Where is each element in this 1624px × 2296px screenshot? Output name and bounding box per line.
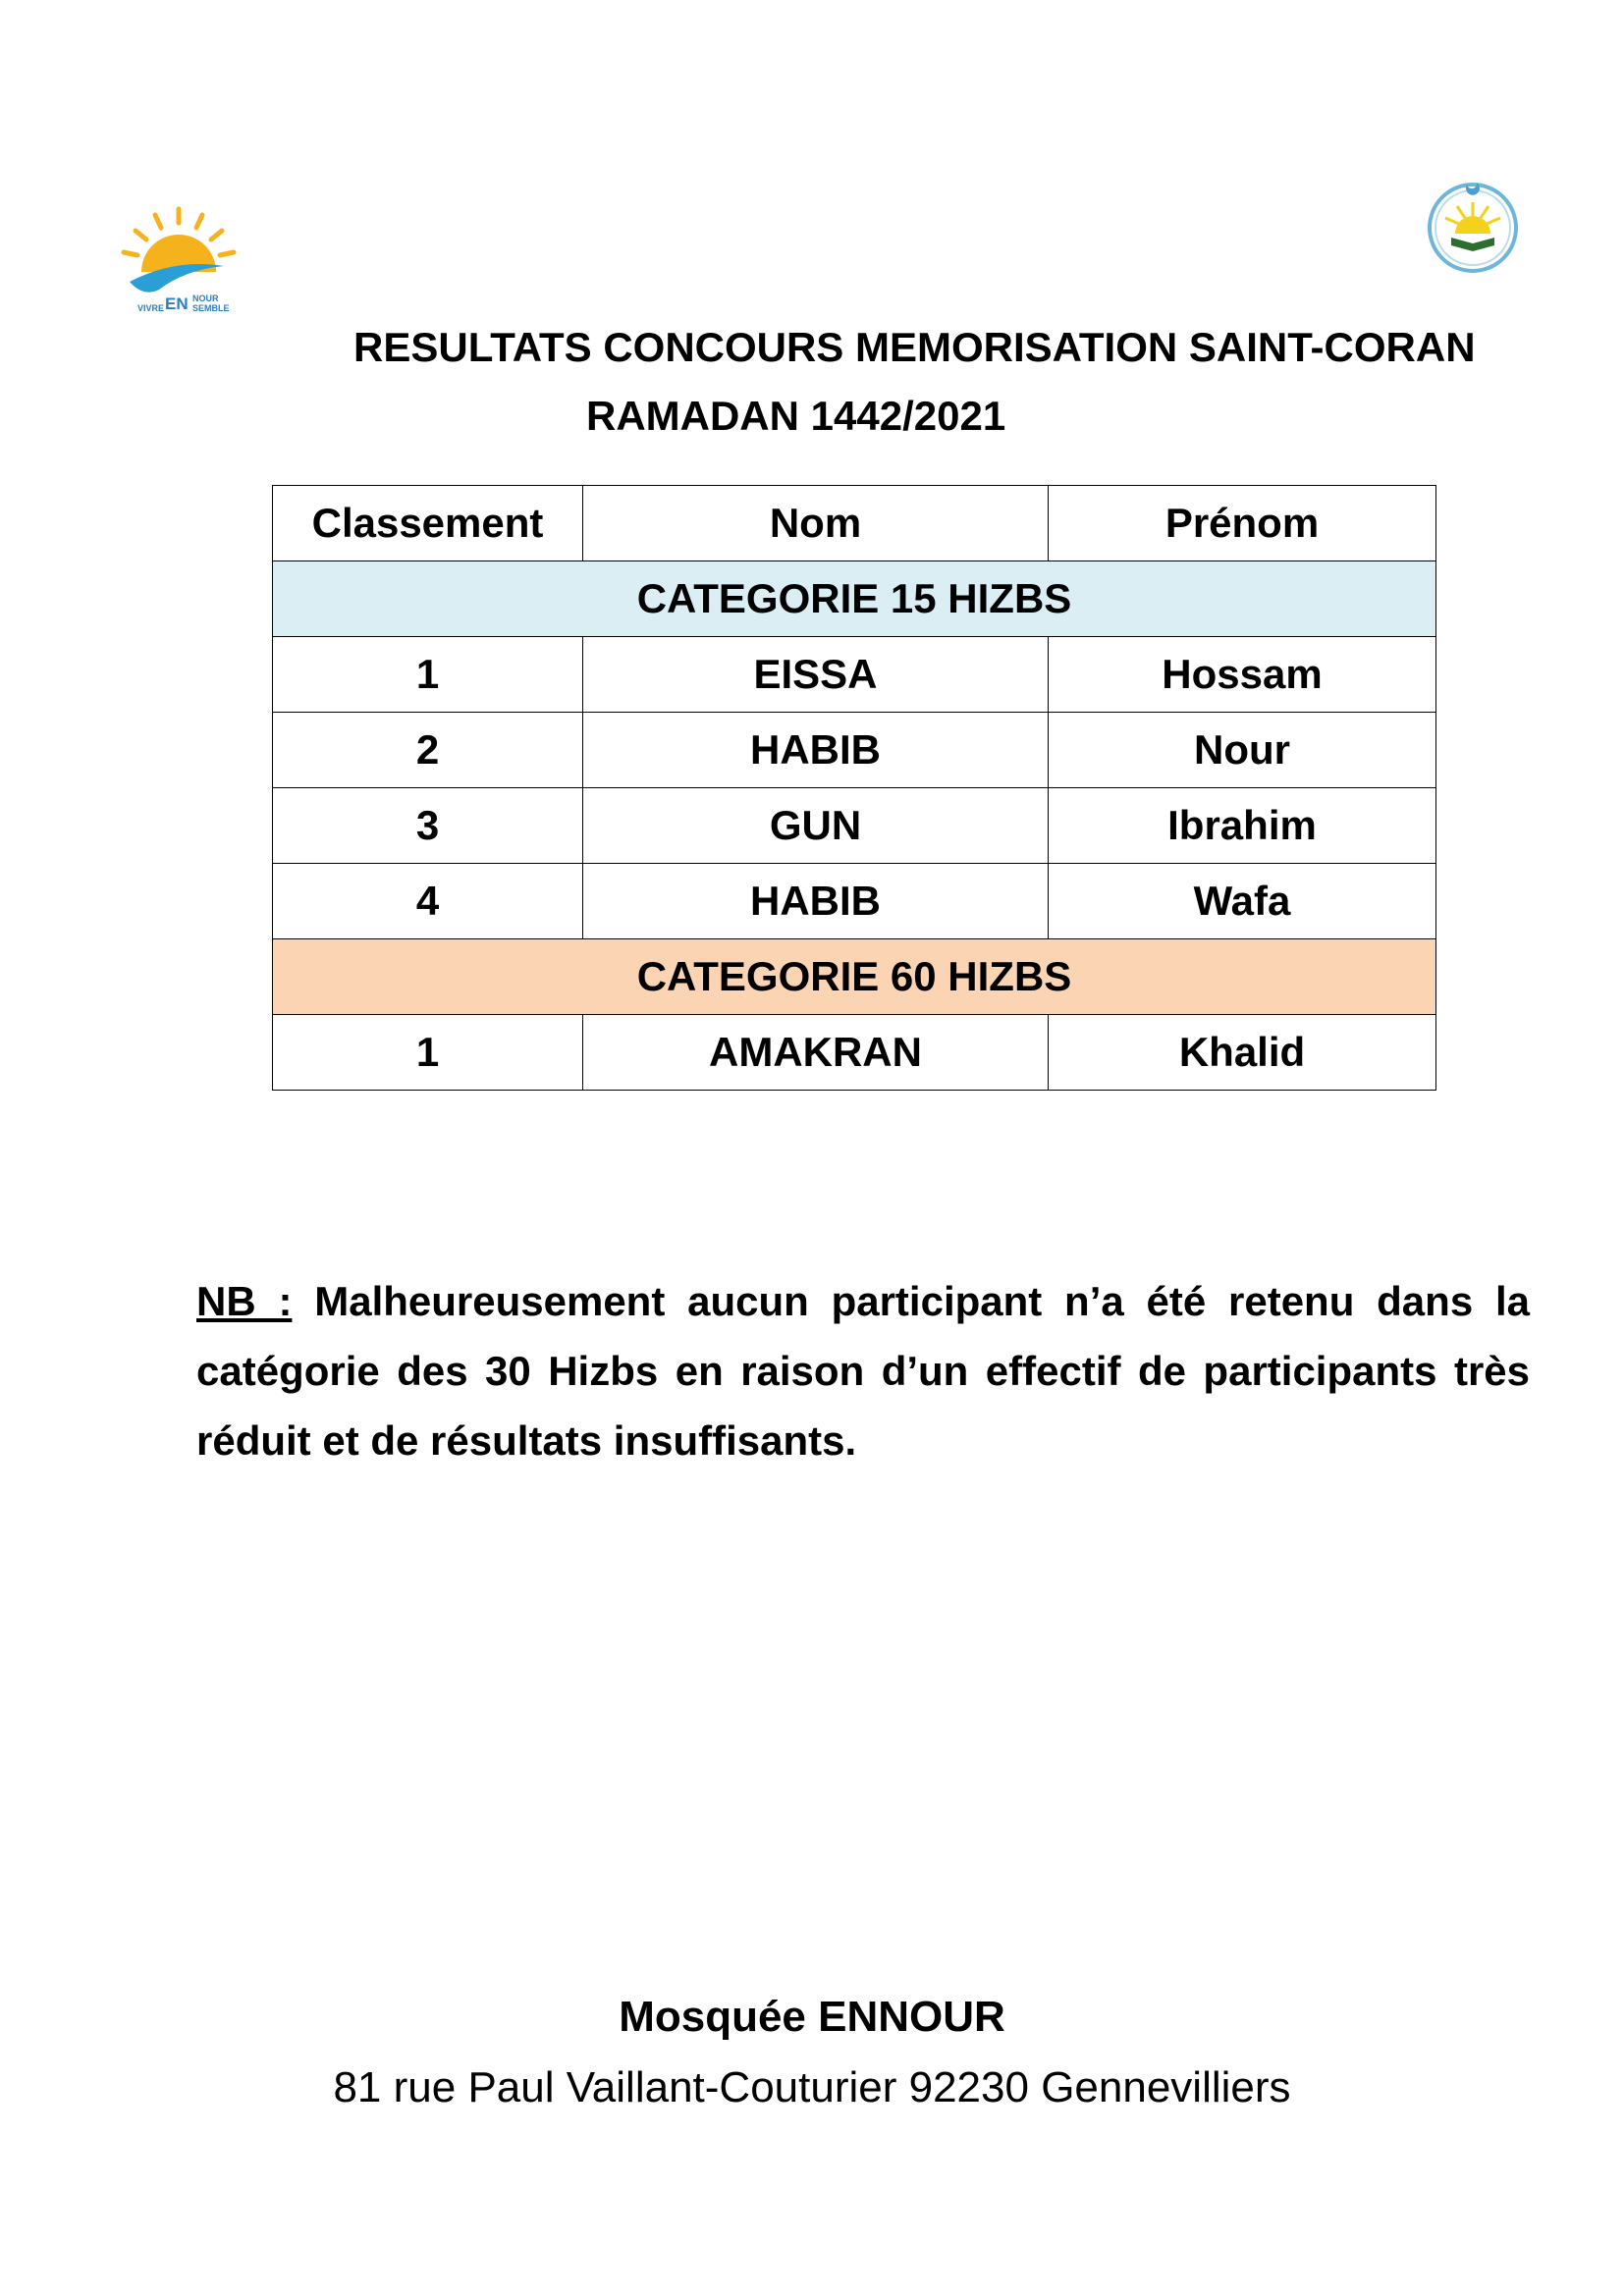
nom-cell: GUN [583, 788, 1049, 864]
rank-cell: 4 [273, 864, 583, 939]
note-text: Malheureusement aucun participant n’a été retenu dans la catégorie des 30 Hizbs en raison d’un effectif de participants très réduit et de résultats insuffisants. [196, 1278, 1530, 1464]
table-row [273, 864, 1436, 939]
category-60-label: CATEGORIE 60 HIZBS [273, 939, 1436, 1015]
page-title: RESULTATS CONCOURS MEMORISATION SAINT-CORAN [353, 324, 1476, 370]
logo-text-semble: SEMBLE [192, 303, 230, 313]
nom-cell: EISSA [583, 637, 1049, 713]
table-row [273, 713, 1436, 788]
note-prefix: NB : [196, 1278, 293, 1324]
note-paragraph [196, 1266, 1530, 1475]
footer-mosque-name: Mosquée ENNOUR [619, 1993, 1005, 2041]
category-60-row [273, 939, 1436, 1015]
prenom-cell: Nour [1049, 713, 1436, 788]
table-row [273, 637, 1436, 713]
prenom-cell: Wafa [1049, 864, 1436, 939]
ennour-logo-left [116, 201, 242, 319]
table-header-row [273, 486, 1436, 561]
category-15-row [273, 561, 1436, 637]
footer-address: 81 rue Paul Vaillant-Couturier 92230 Gennevilliers [333, 2063, 1291, 2111]
rank-cell: 3 [273, 788, 583, 864]
rank-cell: 2 [273, 713, 583, 788]
nom-cell: HABIB [583, 713, 1049, 788]
nom-cell: AMAKRAN [583, 1015, 1049, 1091]
page-subtitle: RAMADAN 1442/2021 [586, 393, 1006, 439]
rank-cell: 1 [273, 637, 583, 713]
prenom-cell: Ibrahim [1049, 788, 1436, 864]
category-15-label: CATEGORIE 15 HIZBS [273, 561, 1436, 637]
rank-cell: 1 [273, 1015, 583, 1091]
logo-text-en: EN [165, 294, 189, 313]
column-header-nom: Nom [583, 486, 1049, 561]
column-header-prenom: Prénom [1049, 486, 1436, 561]
nom-cell: HABIB [583, 864, 1049, 939]
prenom-cell: Hossam [1049, 637, 1436, 713]
logo-text-vivre: VIVRE [137, 303, 165, 313]
results-table [272, 485, 1436, 1091]
table-row [273, 788, 1436, 864]
logo-text-nour: NOUR [192, 294, 219, 303]
prenom-cell: Khalid [1049, 1015, 1436, 1091]
table-row [273, 1015, 1436, 1091]
column-header-classement: Classement [273, 486, 583, 561]
mosque-emblem-logo [1424, 177, 1522, 275]
